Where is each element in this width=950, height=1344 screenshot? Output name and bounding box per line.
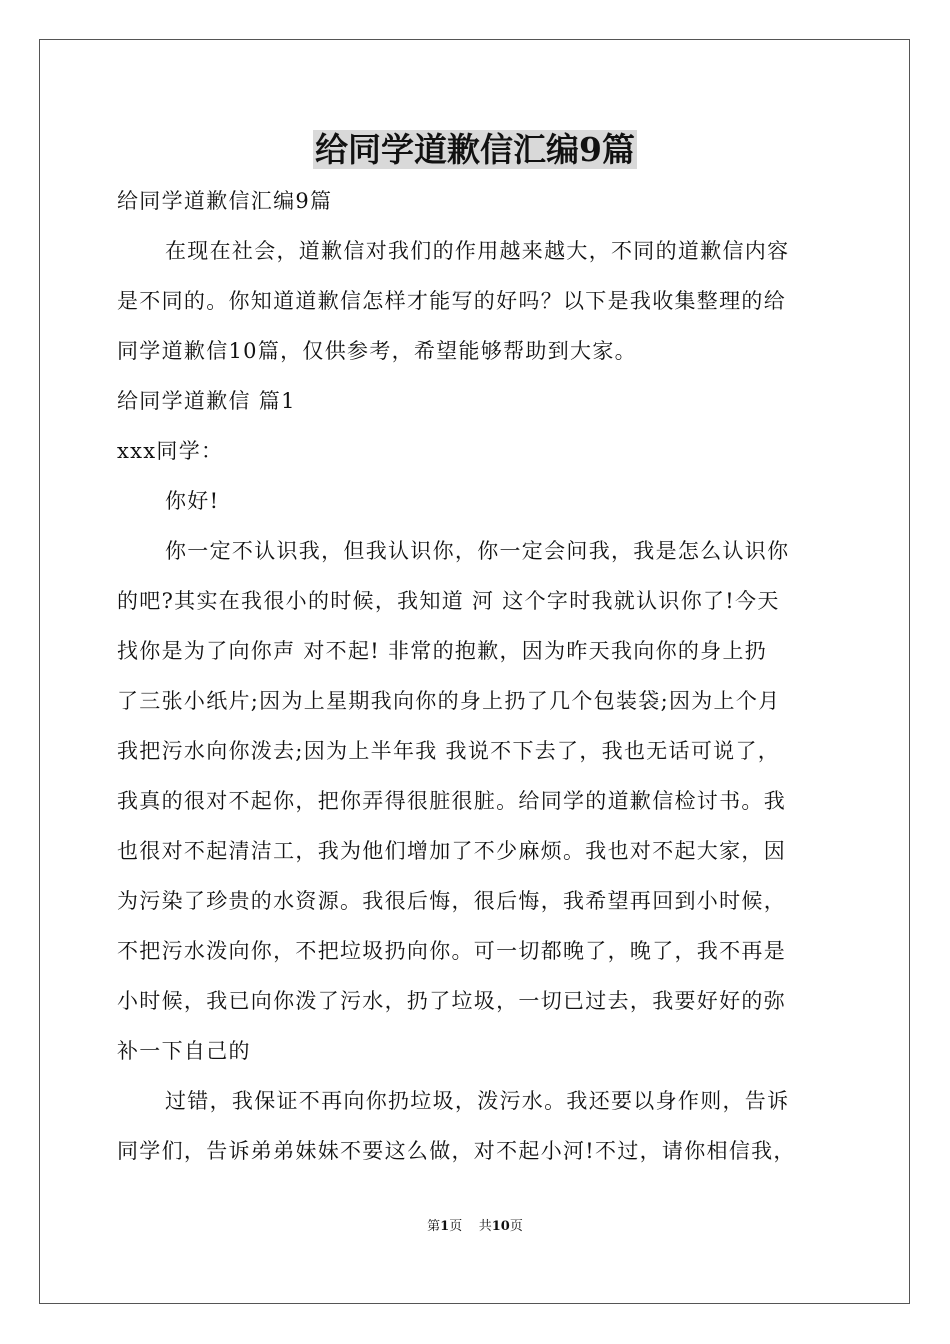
- text-line: 找你是为了向你声 对不起! 非常的抱歉，因为昨天我向你的身上扔: [117, 639, 768, 663]
- document-title: [0, 128, 950, 172]
- text-line: 不把污水泼向你，不把垃圾扔向你。可一切都晚了，晚了，我不再是: [117, 939, 786, 963]
- text-line: 你好!: [165, 489, 220, 513]
- text-line: 了三张小纸片;因为上星期我向你的身上扔了几个包装袋;因为上个月: [117, 689, 781, 713]
- text-line: 过错，我保证不再向你扔垃圾，泼污水。我还要以身作则，告诉: [165, 1089, 790, 1113]
- footer-prefix: 第: [427, 1219, 441, 1234]
- text-line: 在现在社会，道歉信对我们的作用越来越大，不同的道歉信内容: [165, 239, 790, 263]
- text-line: 也很对不起清洁工，我为他们增加了不少麻烦。我也对不起大家，因: [117, 839, 786, 863]
- text-line: 给同学道歉信 篇1: [117, 389, 296, 413]
- text-line: 是不同的。你知道道歉信怎样才能写的好吗？以下是我收集整理的给: [117, 289, 786, 313]
- text-line: 补一下自己的: [117, 1039, 251, 1063]
- text-line: 为污染了珍贵的水资源。我很后悔，很后悔，我希望再回到小时候，: [117, 889, 786, 913]
- text-line: 给同学道歉信汇编9篇: [117, 189, 333, 213]
- text-line: 我真的很对不起你，把你弄得很脏很脏。给同学的道歉信检讨书。我: [117, 789, 786, 813]
- footer-total-pages: 10: [491, 1219, 510, 1234]
- text-line: xxx同学：: [117, 439, 224, 463]
- document-body: [117, 176, 835, 1176]
- text-line: 的吧?其实在我很小的时候，我知道 河 这个字时我就认识你了!今天: [117, 589, 780, 613]
- footer-suffix: 页: [509, 1219, 523, 1234]
- document-title-text: 给同学道歉信汇编9篇: [315, 130, 635, 169]
- text-line: 小时候，我已向你泼了污水，扔了垃圾，一切已过去，我要好好的弥: [117, 989, 786, 1013]
- text-line: 同学道歉信10篇，仅供参考，希望能够帮助到大家。: [117, 339, 637, 363]
- text-line: 你一定不认识我，但我认识你，你一定会问我，我是怎么认识你: [165, 539, 790, 563]
- footer-current-page: 1: [440, 1219, 450, 1234]
- page-footer: [0, 1218, 950, 1236]
- footer-mid: 页 共: [449, 1219, 492, 1234]
- text-line: 同学们，告诉弟弟妹妹不要这么做，对不起小河!不过，请你相信我，: [117, 1139, 796, 1163]
- text-line: 我把污水向你泼去;因为上半年我 我说不下去了，我也无话可说了，: [117, 739, 781, 763]
